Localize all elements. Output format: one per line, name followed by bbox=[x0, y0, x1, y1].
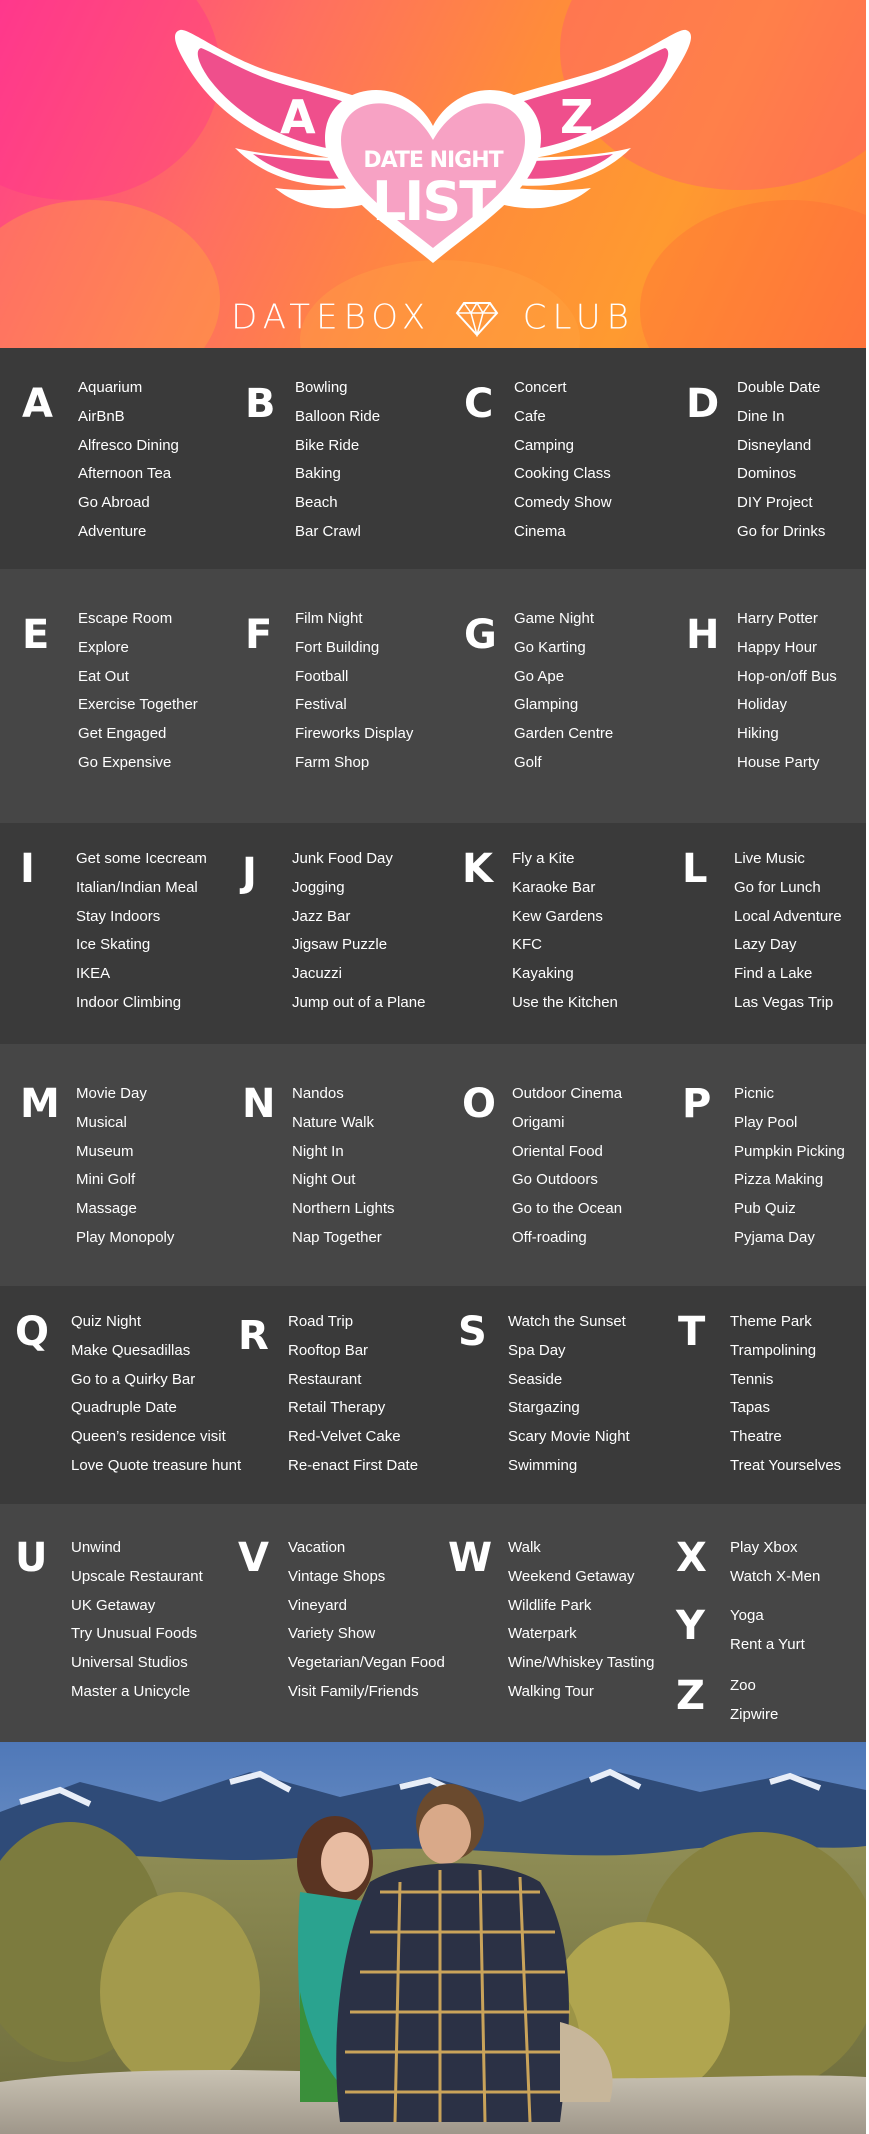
group-letter: R bbox=[238, 1313, 269, 1359]
activity-item: Yoga bbox=[730, 1607, 764, 1624]
activity-item: AirBnB bbox=[78, 407, 125, 425]
activity-list bbox=[295, 374, 380, 547]
activity-list bbox=[730, 1308, 841, 1481]
activity-item: Pyjama Day bbox=[734, 1228, 815, 1246]
activity-item: Kayaking bbox=[512, 965, 574, 983]
activity-item: Walking Tour bbox=[508, 1682, 594, 1700]
group-letter: E bbox=[22, 612, 50, 658]
group-letter: I bbox=[20, 846, 35, 892]
activity-item: Jacuzzi bbox=[292, 965, 343, 983]
activity-list bbox=[76, 1080, 174, 1253]
activity-item: Golf bbox=[514, 753, 542, 771]
activity-list bbox=[295, 605, 413, 778]
activity-item: IKEA bbox=[76, 965, 111, 983]
group-letter: V bbox=[238, 1535, 269, 1581]
activity-item: Fireworks Display bbox=[295, 725, 414, 743]
section-m-p bbox=[0, 1044, 866, 1286]
activity-item: DIY Project bbox=[737, 494, 813, 512]
activity-item: Cinema bbox=[514, 522, 566, 540]
activity-item: Fort Building bbox=[295, 638, 380, 656]
activity-item: Hiking bbox=[737, 725, 779, 743]
activity-item: Comedy Show bbox=[514, 494, 612, 512]
activity-item: Swimming bbox=[508, 1456, 578, 1474]
group-letter: T bbox=[678, 1309, 706, 1355]
activity-item: Jazz Bar bbox=[292, 907, 351, 925]
activity-item: Eat Out bbox=[78, 667, 129, 685]
activity-item: Dominos bbox=[737, 465, 797, 483]
group-letter: W bbox=[448, 1535, 493, 1581]
activity-item: Try Unusual Foods bbox=[71, 1625, 198, 1643]
activity-item: Watch the Sunset bbox=[508, 1313, 626, 1330]
activity-list bbox=[288, 1308, 418, 1481]
activity-item: Spa Day bbox=[508, 1341, 566, 1359]
activity-item: Weekend Getaway bbox=[508, 1567, 635, 1585]
group-letter: X bbox=[676, 1535, 707, 1581]
heart-title-line1: DATE NIGHT bbox=[363, 148, 503, 173]
activity-list bbox=[71, 1534, 203, 1707]
activity-item: Vineyard bbox=[288, 1596, 347, 1614]
activity-item: Quiz Night bbox=[71, 1313, 142, 1330]
activity-item: KFC bbox=[512, 936, 542, 954]
activity-item: Glamping bbox=[514, 696, 579, 714]
activity-list bbox=[734, 1080, 845, 1253]
activity-item: Theatre bbox=[730, 1428, 782, 1446]
activity-item: Road Trip bbox=[288, 1313, 354, 1330]
activity-item: Go for Drinks bbox=[737, 522, 826, 540]
activity-item: Jogging bbox=[292, 878, 345, 896]
activity-item: Unwind bbox=[71, 1539, 122, 1556]
section-e-h bbox=[0, 569, 866, 823]
activity-item: Nandos bbox=[292, 1085, 344, 1102]
group-letter: C bbox=[464, 381, 494, 427]
activity-item: Theme Park bbox=[730, 1313, 812, 1330]
activity-item: Lazy Day bbox=[734, 936, 797, 954]
activity-item: Movie Day bbox=[76, 1085, 147, 1102]
group-letter: Q bbox=[15, 1309, 50, 1355]
activity-item: Zipwire bbox=[730, 1705, 779, 1723]
activity-item: Retail Therapy bbox=[288, 1399, 386, 1417]
activity-item: Go Outdoors bbox=[512, 1171, 598, 1189]
activity-list bbox=[76, 845, 207, 1018]
activity-item: Musical bbox=[76, 1113, 127, 1131]
activity-item: Bowling bbox=[295, 379, 348, 396]
activity-list bbox=[292, 845, 425, 1018]
activity-list bbox=[292, 1080, 395, 1253]
activity-item: Go Expensive bbox=[78, 753, 172, 771]
activity-item: Trampolining bbox=[730, 1341, 817, 1359]
activity-item: Waterpark bbox=[508, 1625, 577, 1643]
activity-item: Pub Quiz bbox=[734, 1200, 796, 1218]
activity-list bbox=[514, 605, 613, 778]
activity-item: Farm Shop bbox=[295, 753, 370, 771]
activity-item: Oriental Food bbox=[512, 1142, 603, 1160]
activity-item: Festival bbox=[295, 696, 347, 714]
activity-item: Pumpkin Picking bbox=[734, 1142, 845, 1160]
activity-item: Universal Studios bbox=[71, 1654, 188, 1672]
group-letter: U bbox=[15, 1535, 48, 1581]
activity-item: Garden Centre bbox=[514, 725, 614, 743]
section-u-z bbox=[0, 1504, 866, 1742]
activity-item: Master a Unicycle bbox=[71, 1682, 191, 1700]
activity-item: Adventure bbox=[78, 522, 147, 540]
activity-item: Find a Lake bbox=[734, 965, 813, 983]
activity-item: Las Vegas Trip bbox=[734, 993, 834, 1011]
activity-item: Jump out of a Plane bbox=[292, 993, 426, 1011]
activity-list bbox=[288, 1534, 445, 1707]
activity-item: Jigsaw Puzzle bbox=[292, 936, 388, 954]
group-letter: L bbox=[682, 846, 708, 892]
activity-item: Pizza Making bbox=[734, 1171, 824, 1189]
activity-item: Tennis bbox=[730, 1370, 774, 1388]
activity-item: House Party bbox=[737, 753, 820, 771]
activity-item: Live Music bbox=[734, 850, 805, 867]
activity-item: Kew Gardens bbox=[512, 907, 603, 925]
group-letter: P bbox=[682, 1081, 712, 1127]
activity-item: Harry Potter bbox=[737, 610, 818, 627]
activity-item: Rooftop Bar bbox=[288, 1341, 369, 1359]
brand-left: DATEBOX bbox=[231, 297, 432, 338]
activity-item: Rent a Yurt bbox=[730, 1635, 805, 1653]
wing-left-letter: A bbox=[280, 90, 316, 144]
activity-item: Nap Together bbox=[292, 1228, 382, 1246]
activity-item: Go to a Quirky Bar bbox=[71, 1370, 196, 1388]
group-letter: G bbox=[464, 612, 497, 658]
activity-item: Aquarium bbox=[78, 379, 143, 396]
activity-item: Indoor Climbing bbox=[76, 993, 182, 1011]
heart-title-line2: LIST bbox=[371, 170, 495, 233]
activity-item: Make Quesadillas bbox=[71, 1341, 191, 1359]
group-letter: B bbox=[245, 381, 276, 427]
activity-item: Upscale Restaurant bbox=[71, 1567, 203, 1585]
activity-item: Northern Lights bbox=[292, 1200, 395, 1218]
activity-item: Museum bbox=[76, 1142, 134, 1160]
activity-item: Go Abroad bbox=[78, 494, 150, 512]
activity-item: Concert bbox=[514, 379, 567, 396]
activity-item: Love Quote treasure hunt bbox=[71, 1456, 242, 1474]
group-letter: O bbox=[462, 1081, 497, 1127]
activity-item: Zoo bbox=[730, 1677, 756, 1694]
activity-item: Outdoor Cinema bbox=[512, 1085, 623, 1102]
activity-list bbox=[508, 1534, 654, 1707]
activity-item: Italian/Indian Meal bbox=[76, 878, 198, 896]
activity-item: Bar Crawl bbox=[295, 522, 361, 540]
activity-item: Disneyland bbox=[737, 436, 812, 454]
activity-item: Bike Ride bbox=[295, 436, 360, 454]
activity-item: Vacation bbox=[288, 1539, 346, 1556]
activity-list bbox=[737, 605, 837, 778]
activity-item: Game Night bbox=[514, 610, 595, 627]
activity-item: Nature Walk bbox=[292, 1113, 374, 1131]
group-letter: D bbox=[686, 381, 720, 427]
activity-item: Camping bbox=[514, 436, 575, 454]
activity-item: Vegetarian/Vegan Food bbox=[288, 1654, 445, 1672]
group-letter: H bbox=[686, 612, 720, 658]
group-letter: F bbox=[245, 612, 273, 658]
activity-item: UK Getaway bbox=[71, 1596, 156, 1614]
activity-item: Alfresco Dining bbox=[78, 436, 179, 454]
activity-list bbox=[78, 374, 179, 547]
diamond-heart-icon bbox=[454, 299, 500, 337]
activity-item: Escape Room bbox=[78, 610, 173, 627]
activity-item: Scary Movie Night bbox=[508, 1428, 630, 1446]
activity-item: Wildlife Park bbox=[508, 1596, 592, 1614]
activity-list bbox=[737, 374, 825, 547]
activity-item: Double Date bbox=[737, 379, 821, 396]
activity-list bbox=[730, 1672, 778, 1730]
activity-item: Fly a Kite bbox=[512, 850, 575, 867]
brand-right: CLUB bbox=[522, 297, 635, 338]
activity-item: Queen’s residence visit bbox=[71, 1428, 226, 1446]
activity-item: Off-roading bbox=[512, 1228, 587, 1246]
activity-item: Holiday bbox=[737, 696, 788, 714]
activity-item: Variety Show bbox=[288, 1625, 376, 1643]
activity-item: Go for Lunch bbox=[734, 878, 821, 896]
activity-item: Get some Icecream bbox=[76, 850, 207, 867]
activity-item: Local Adventure bbox=[734, 907, 842, 925]
activity-list bbox=[508, 1308, 630, 1481]
activity-list bbox=[514, 374, 612, 547]
activity-item: Seaside bbox=[508, 1370, 563, 1388]
header-banner bbox=[0, 0, 866, 348]
activity-item: Wine/Whiskey Tasting bbox=[508, 1654, 655, 1672]
activity-item: Beach bbox=[295, 494, 338, 512]
activity-item: Night In bbox=[292, 1142, 344, 1160]
activity-list bbox=[734, 845, 842, 1018]
couple-in-mountains-photo bbox=[0, 1742, 866, 2134]
activity-item: Cooking Class bbox=[514, 465, 611, 483]
activity-item: Walk bbox=[508, 1539, 541, 1556]
activity-list bbox=[730, 1534, 820, 1592]
activity-list bbox=[512, 1080, 622, 1253]
activity-item: Re-enact First Date bbox=[288, 1456, 419, 1474]
activity-item: Mini Golf bbox=[76, 1171, 136, 1189]
activity-item: Dine In bbox=[737, 407, 785, 425]
group-letter: S bbox=[458, 1309, 487, 1355]
activity-item: Junk Food Day bbox=[292, 850, 393, 867]
group-letter: Z bbox=[676, 1673, 706, 1719]
activity-item: Restaurant bbox=[288, 1370, 362, 1388]
activity-item: Play Monopoly bbox=[76, 1228, 175, 1246]
activity-item: Ice Skating bbox=[76, 936, 151, 954]
activity-list bbox=[78, 605, 198, 778]
activity-list bbox=[730, 1602, 805, 1660]
group-letter: J bbox=[242, 850, 257, 896]
activity-item: Film Night bbox=[295, 610, 363, 627]
activity-list bbox=[512, 845, 618, 1018]
section-i-l bbox=[0, 823, 866, 1044]
activity-list bbox=[71, 1308, 241, 1481]
activity-item: Night Out bbox=[292, 1171, 356, 1189]
activity-item: Treat Yourselves bbox=[730, 1456, 842, 1474]
group-letter: A bbox=[22, 381, 53, 427]
activity-item: Exercise Together bbox=[78, 696, 198, 714]
activity-item: Play Xbox bbox=[730, 1539, 798, 1556]
activity-item: Stargazing bbox=[508, 1399, 580, 1417]
activity-item: Football bbox=[295, 667, 349, 685]
group-letter: N bbox=[242, 1081, 276, 1127]
activity-item: Baking bbox=[295, 465, 341, 483]
activity-item: Go to the Ocean bbox=[512, 1200, 623, 1218]
activity-item: Go Ape bbox=[514, 667, 565, 685]
activity-item: Play Pool bbox=[734, 1113, 798, 1131]
activity-item: Balloon Ride bbox=[295, 407, 381, 425]
wing-right-letter: Z bbox=[560, 90, 594, 144]
activity-item: Red-Velvet Cake bbox=[288, 1428, 401, 1446]
activity-item: Stay Indoors bbox=[76, 907, 161, 925]
group-letter: K bbox=[462, 846, 493, 892]
activity-item: Visit Family/Friends bbox=[288, 1682, 419, 1700]
activity-item: Karaoke Bar bbox=[512, 878, 596, 896]
activity-item: Use the Kitchen bbox=[512, 993, 618, 1011]
activity-item: Cafe bbox=[514, 407, 546, 425]
section-q-t bbox=[0, 1286, 866, 1504]
activity-item: Afternoon Tea bbox=[78, 465, 172, 483]
activity-item: Happy Hour bbox=[737, 638, 818, 656]
activity-item: Tapas bbox=[730, 1399, 771, 1417]
activity-item: Explore bbox=[78, 638, 129, 656]
section-a-d bbox=[0, 348, 866, 569]
activity-item: Quadruple Date bbox=[71, 1399, 177, 1417]
activity-item: Watch X-Men bbox=[730, 1567, 821, 1585]
activity-item: Picnic bbox=[734, 1085, 775, 1102]
activity-item: Origami bbox=[512, 1113, 565, 1131]
activity-item: Massage bbox=[76, 1200, 137, 1218]
group-letter: Y bbox=[676, 1603, 705, 1649]
brand-wordmark bbox=[0, 296, 866, 338]
activity-item: Go Karting bbox=[514, 638, 586, 656]
activity-item: Get Engaged bbox=[78, 725, 167, 743]
activity-item: Hop-on/off Bus bbox=[737, 667, 837, 685]
activity-item: Vintage Shops bbox=[288, 1567, 386, 1585]
group-letter: M bbox=[20, 1081, 60, 1127]
